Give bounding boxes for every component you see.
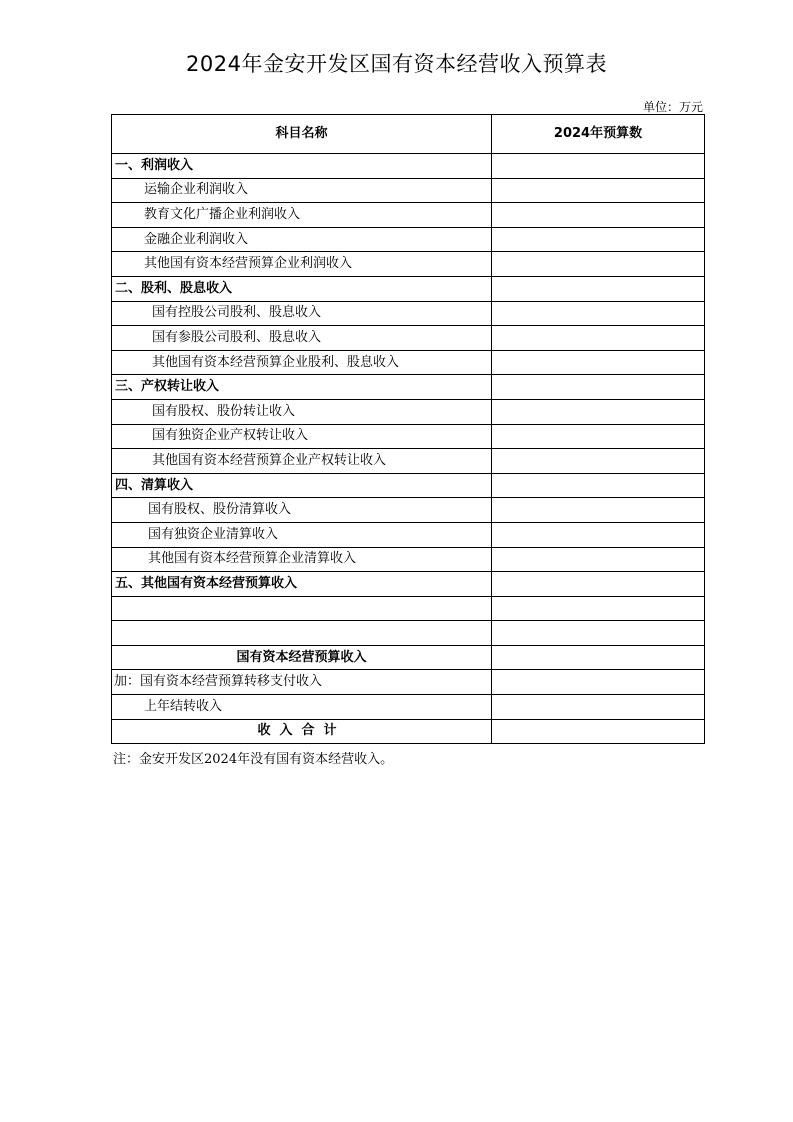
table-row (112, 301, 705, 326)
value-cell (492, 522, 705, 547)
table-row-total (112, 719, 705, 744)
row-label: 其他国有资本经营预算企业利润收入 (112, 252, 492, 277)
value-cell (492, 498, 705, 523)
row-label: 教育文化广播企业利润收入 (112, 203, 492, 228)
value-cell (492, 621, 705, 646)
subtotal-label: 国有资本经营预算收入 (112, 645, 492, 670)
total-value-cell (492, 719, 705, 744)
table-row (112, 326, 705, 351)
table-row (112, 399, 705, 424)
row-label (112, 596, 492, 621)
table-row (112, 449, 705, 474)
table-row (112, 473, 705, 498)
value-cell (492, 227, 705, 252)
table-row (112, 227, 705, 252)
footnote: 注：金安开发区2024年没有国有资本经营收入。 (113, 752, 394, 767)
value-cell (492, 375, 705, 400)
row-label (112, 621, 492, 646)
value-cell (492, 645, 705, 670)
table-row (112, 276, 705, 301)
row-label: 金融企业利润收入 (112, 227, 492, 252)
category-dividend-income: 二、股利、股息收入 (112, 276, 492, 301)
row-label: 上年结转收入 (112, 695, 492, 720)
value-cell (492, 695, 705, 720)
value-cell (492, 449, 705, 474)
value-cell (492, 350, 705, 375)
value-cell (492, 399, 705, 424)
row-label: 国有独资企业产权转让收入 (112, 424, 492, 449)
row-label: 国有参股公司股利、股息收入 (112, 326, 492, 351)
table-row (112, 645, 705, 670)
table-row (112, 424, 705, 449)
table-row (112, 350, 705, 375)
row-label: 其他国有资本经营预算企业股利、股息收入 (112, 350, 492, 375)
table-row-empty (112, 596, 705, 621)
value-cell (492, 154, 705, 179)
table-row (112, 498, 705, 523)
category-profit-income: 一、利润收入 (112, 154, 492, 179)
category-liquidation-income: 四、清算收入 (112, 473, 492, 498)
total-label: 收入合计 (112, 719, 492, 744)
row-label: 国有独资企业清算收入 (112, 522, 492, 547)
row-label: 加：国有资本经营预算转移支付收入 (112, 670, 492, 695)
row-label: 国有股权、股份转让收入 (112, 399, 492, 424)
value-cell (492, 276, 705, 301)
table-row (112, 572, 705, 597)
table-row-empty (112, 621, 705, 646)
table-row (112, 178, 705, 203)
table-row (112, 154, 705, 179)
value-cell (492, 670, 705, 695)
table-header-row (112, 115, 705, 154)
header-subject-name: 科目名称 (112, 115, 492, 154)
value-cell (492, 572, 705, 597)
table-row (112, 375, 705, 400)
category-other-income: 五、其他国有资本经营预算收入 (112, 572, 492, 597)
header-budget-2024: 2024年预算数 (492, 115, 705, 154)
value-cell (492, 252, 705, 277)
row-label: 其他国有资本经营预算企业产权转让收入 (112, 449, 492, 474)
row-label: 国有股权、股份清算收入 (112, 498, 492, 523)
table-row (112, 252, 705, 277)
table-row (112, 695, 705, 720)
row-label: 国有控股公司股利、股息收入 (112, 301, 492, 326)
value-cell (492, 301, 705, 326)
value-cell (492, 547, 705, 572)
value-cell (492, 326, 705, 351)
table-row (112, 547, 705, 572)
value-cell (492, 424, 705, 449)
value-cell (492, 203, 705, 228)
value-cell (492, 596, 705, 621)
value-cell (492, 473, 705, 498)
table-row (112, 203, 705, 228)
table-row (112, 522, 705, 547)
row-label: 其他国有资本经营预算企业清算收入 (112, 547, 492, 572)
category-property-transfer-income: 三、产权转让收入 (112, 375, 492, 400)
row-label: 运输企业利润收入 (112, 178, 492, 203)
page-title: 2024年金安开发区国有资本经营收入预算表 (186, 52, 607, 76)
value-cell (492, 178, 705, 203)
table-row (112, 670, 705, 695)
unit-label: 单位：万元 (642, 100, 703, 114)
budget-table (111, 114, 705, 744)
